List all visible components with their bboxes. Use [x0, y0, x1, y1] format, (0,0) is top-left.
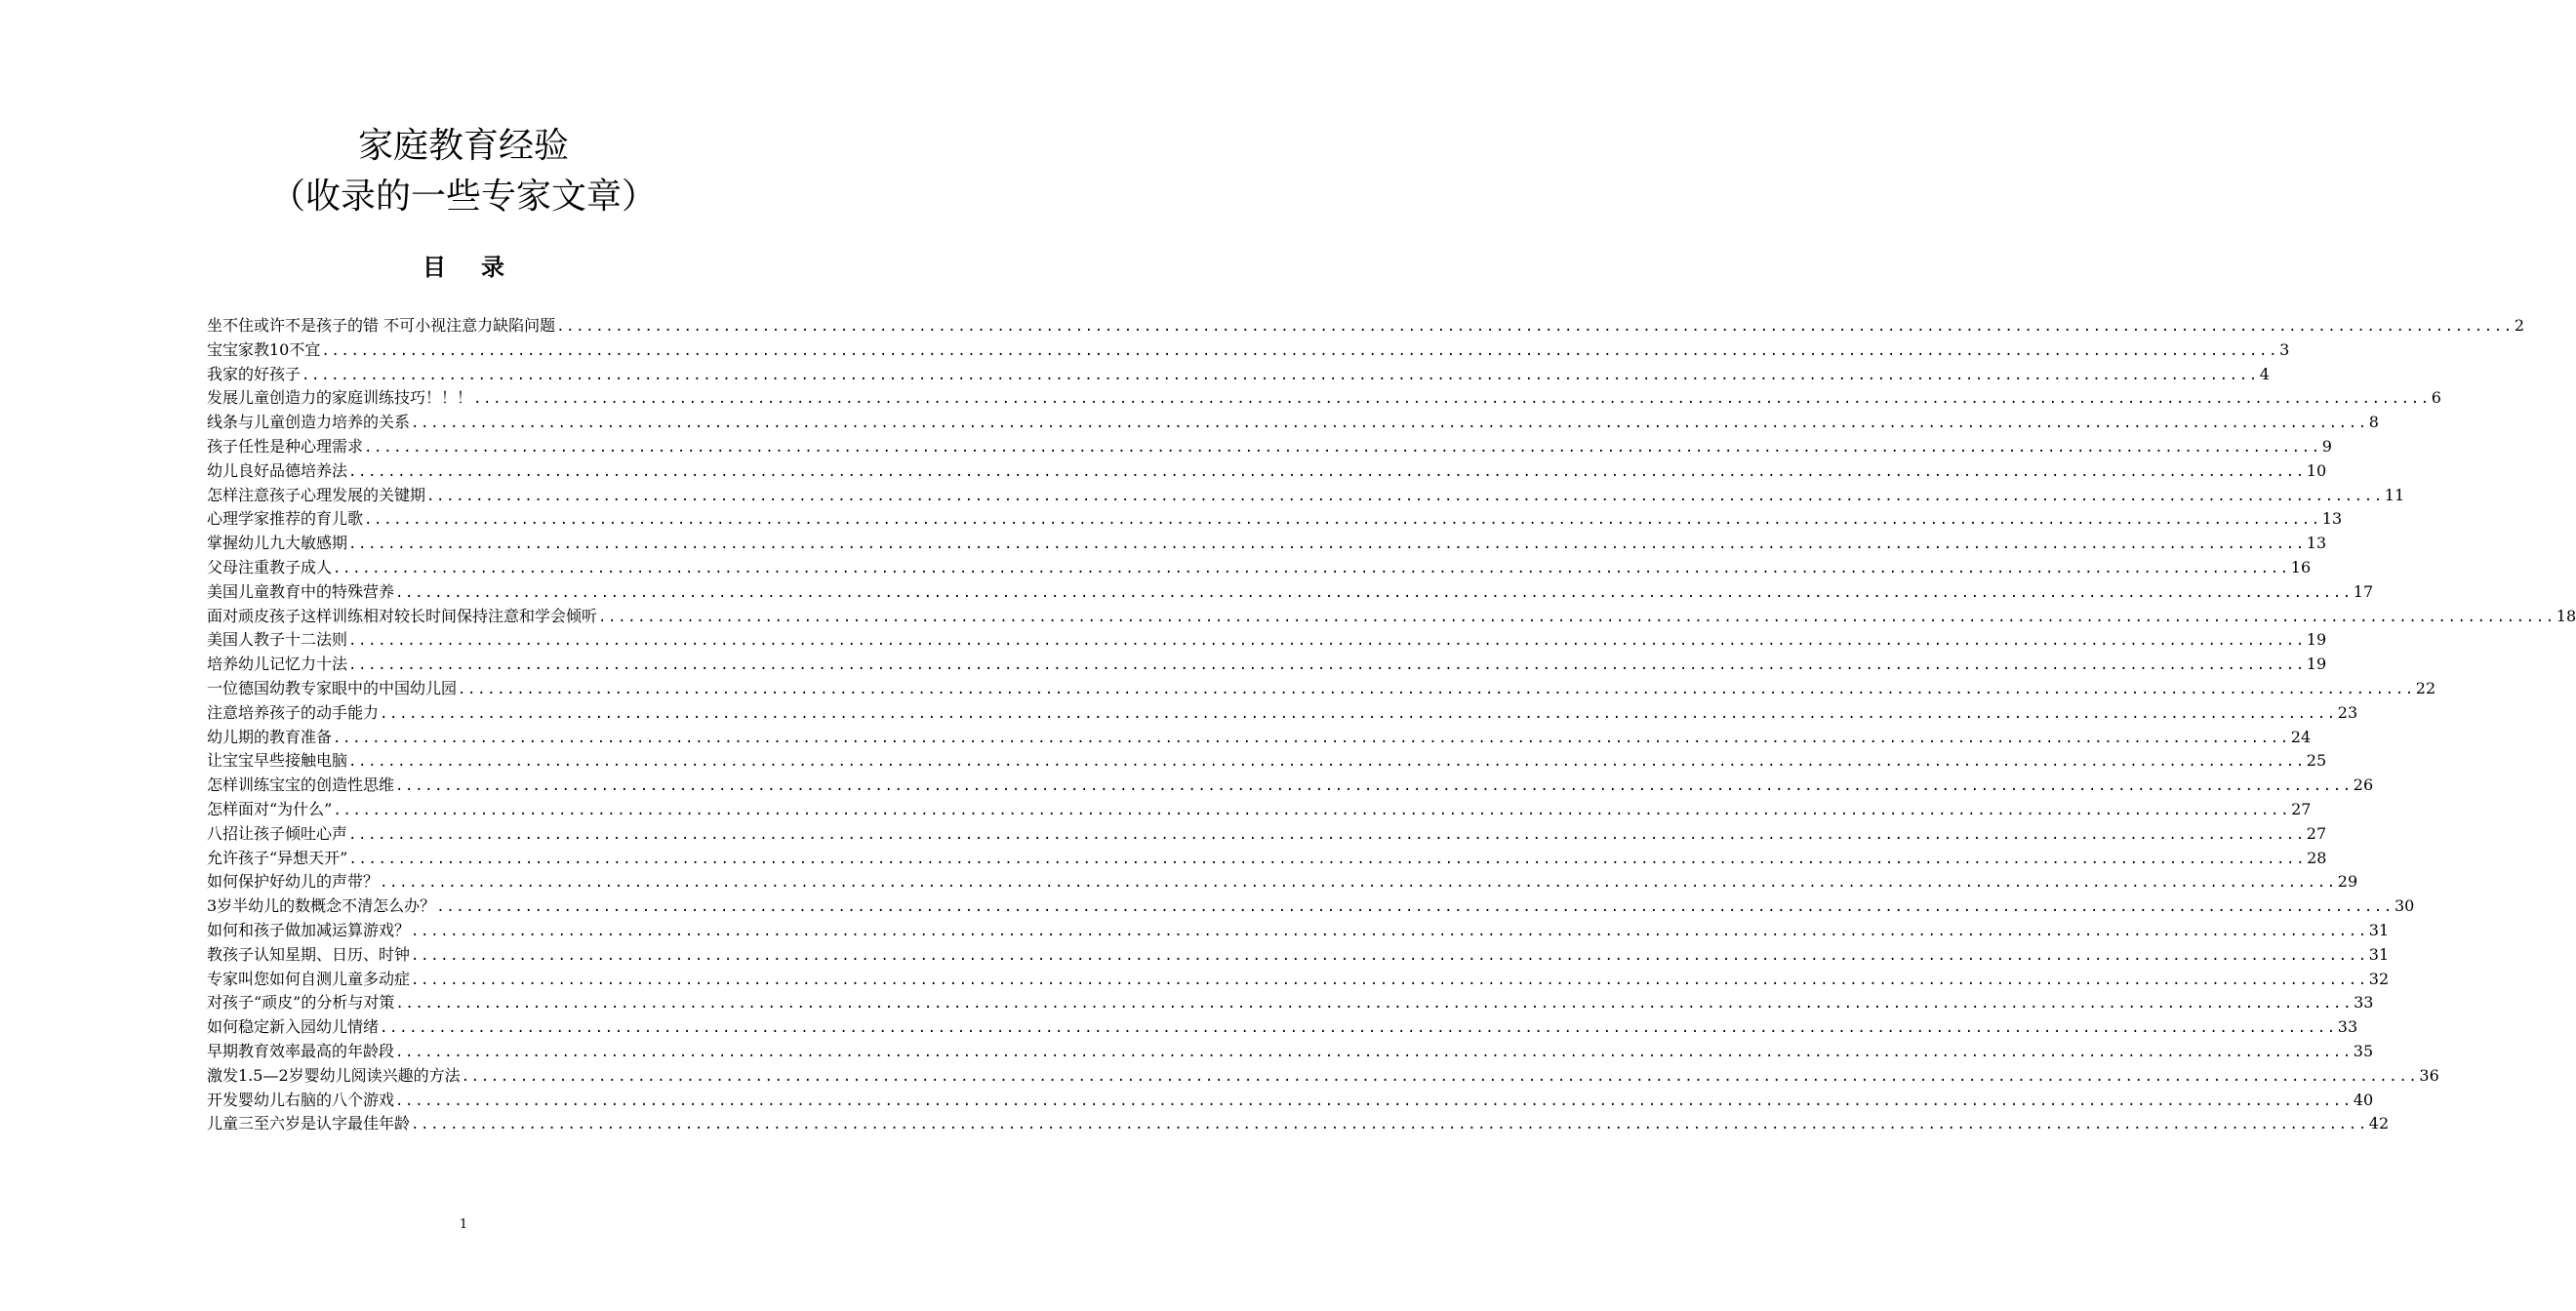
- toc-entry[interactable]: [207, 1040, 2374, 1064]
- toc-leader-dots: ........................................................................................................................................................................................................: [364, 439, 2321, 456]
- toc-entry[interactable]: [207, 1015, 2358, 1040]
- toc-entry[interactable]: [207, 628, 2327, 653]
- toc-entry[interactable]: [207, 1112, 2390, 1136]
- toc-leader-dots: ........................................................................................................................................................................................................: [426, 488, 2384, 504]
- toc-entry-title: 怎样训练宝宝的创造性思维: [207, 775, 395, 795]
- toc-entry-title: 怎样注意孩子心理发展的关键期: [207, 485, 426, 504]
- toc-entry-page: 19: [2306, 630, 2327, 650]
- toc-entry-page: 11: [2384, 485, 2405, 504]
- toc-entry-page: 16: [2290, 557, 2312, 576]
- toc-leader-dots: ........................................................................................................................................................................................................: [395, 584, 2353, 601]
- toc-entry-page: 19: [2306, 655, 2327, 674]
- toc-leader-dots: ........................................................................................................................................................................................................: [411, 416, 2368, 432]
- toc-entry-page: 36: [2419, 1065, 2439, 1085]
- toc-leader-dots: ........................................................................................................................................................................................................: [364, 512, 2321, 529]
- document-title: 家庭教育经验: [357, 126, 569, 166]
- toc-entry-title: 发展儿童创造力的家庭训练技巧！！！: [207, 388, 473, 408]
- toc-entry[interactable]: [207, 363, 2270, 387]
- toc-entry-page: 40: [2353, 1090, 2374, 1109]
- table-of-contents: [207, 314, 2576, 1136]
- toc-leader-dots: ........................................................................................................................................................................................................: [380, 1020, 2337, 1037]
- toc-entry-title: 面对顽皮孩子这样训练相对较长时间保持注意和学会倾听: [207, 606, 598, 625]
- toc-leader-dots: ........................................................................................................................................................................................................: [436, 899, 2394, 916]
- toc-entry-title: 线条与儿童创造力培养的关系: [207, 413, 411, 432]
- toc-entry-title: 激发1.5—2岁婴幼儿阅读兴趣的方法: [207, 1065, 461, 1085]
- toc-entry-title: 儿童三至六岁是认字最佳年龄: [207, 1114, 411, 1133]
- toc-entry-page: 33: [2337, 1017, 2358, 1037]
- toc-entry-title: 美国儿童教育中的特殊营养: [207, 581, 395, 601]
- toc-leader-dots: ........................................................................................................................................................................................................: [348, 463, 2306, 480]
- toc-entry[interactable]: [207, 484, 2405, 508]
- toc-entry-title: 注意培养孩子的动手能力: [207, 702, 380, 722]
- toc-entry[interactable]: [207, 677, 2436, 701]
- toc-entry[interactable]: [207, 968, 2390, 992]
- toc-entry-page: 6: [2431, 388, 2441, 408]
- toc-entry-page: 17: [2353, 581, 2374, 601]
- toc-entry-page: 22: [2415, 678, 2436, 697]
- toc-entry-page: 29: [2337, 872, 2358, 892]
- toc-entry-page: 33: [2354, 993, 2374, 1013]
- toc-entry[interactable]: [207, 338, 2290, 363]
- toc-entry-title: 我家的好孩子: [207, 364, 302, 383]
- toc-leader-dots: ........................................................................................................................................................................................................: [461, 1068, 2419, 1085]
- toc-entry-title: 幼儿期的教育准备: [207, 727, 333, 746]
- toc-entry[interactable]: [207, 653, 2327, 677]
- toc-entry[interactable]: [207, 1064, 2439, 1089]
- toc-entry-page: 35: [2353, 1041, 2374, 1060]
- toc-entry-title: 如何和孩子做加减运算游戏？: [207, 920, 411, 939]
- toc-entry-title: 3岁半幼儿的数概念不清怎么办？: [207, 896, 436, 916]
- toc-entry[interactable]: [207, 435, 2332, 459]
- toc-entry[interactable]: [207, 580, 2374, 605]
- toc-leader-dots: ........................................................................................................................................................................................................: [556, 319, 2514, 335]
- toc-entry[interactable]: [207, 798, 2312, 822]
- toc-heading: 目录: [423, 254, 540, 281]
- toc-leader-dots: ........................................................................................................................................................................................................: [333, 560, 2290, 576]
- toc-entry-title: 开发婴幼儿右脑的八个游戏: [207, 1090, 395, 1109]
- toc-entry[interactable]: [207, 774, 2374, 798]
- toc-entry[interactable]: [207, 919, 2390, 943]
- toc-leader-dots: ........................................................................................................................................................................................................: [380, 705, 2337, 722]
- toc-entry-page: 28: [2307, 848, 2327, 867]
- toc-leader-dots: ........................................................................................................................................................................................................: [348, 657, 2306, 674]
- toc-entry-page: 32: [2368, 969, 2390, 988]
- toc-leader-dots: ........................................................................................................................................................................................................: [598, 609, 2556, 625]
- toc-entry-page: 23: [2337, 702, 2358, 722]
- toc-entry[interactable]: [207, 749, 2327, 774]
- toc-entry-title: 美国人教子十二法则: [207, 630, 348, 650]
- toc-entry-title: 心理学家推荐的育儿歌: [207, 509, 364, 529]
- toc-entry-title: 一位德国幼教专家眼中的中国幼儿园: [207, 678, 458, 697]
- toc-leader-dots: ........................................................................................................................................................................................................: [348, 754, 2306, 771]
- toc-entry[interactable]: [207, 894, 2415, 919]
- toc-leader-dots: ........................................................................................................................................................................................................: [395, 1044, 2353, 1060]
- toc-leader-dots: ........................................................................................................................................................................................................: [411, 972, 2368, 988]
- toc-entry-page: 10: [2306, 460, 2327, 480]
- toc-entry-title: 幼儿良好品德培养法: [207, 460, 348, 480]
- toc-entry[interactable]: [207, 726, 2312, 750]
- toc-entry-page: 30: [2394, 896, 2415, 916]
- toc-leader-dots: ........................................................................................................................................................................................................: [333, 802, 2291, 818]
- document-subtitle: （收录的一些专家文章）: [269, 177, 657, 217]
- toc-entry-page: 27: [2306, 823, 2327, 843]
- toc-entry[interactable]: [207, 701, 2358, 726]
- toc-leader-dots: ........................................................................................................................................................................................................: [348, 536, 2306, 553]
- toc-leader-dots: ........................................................................................................................................................................................................: [395, 996, 2354, 1013]
- toc-leader-dots: ........................................................................................................................................................................................................: [348, 851, 2307, 867]
- toc-entry[interactable]: [207, 991, 2374, 1015]
- toc-entry[interactable]: [207, 943, 2390, 968]
- toc-leader-dots: ........................................................................................................................................................................................................: [302, 367, 2259, 383]
- toc-leader-dots: ........................................................................................................................................................................................................: [458, 681, 2415, 697]
- toc-entry[interactable]: [207, 605, 2576, 629]
- toc-entry-title: 专家叫您如何自测儿童多动症: [207, 969, 411, 988]
- toc-entry[interactable]: [207, 411, 2379, 435]
- toc-entry-title: 怎样面对“为什么”: [207, 799, 333, 818]
- toc-entry[interactable]: [207, 822, 2327, 847]
- toc-entry-title: 允许孩子“异想天开”: [207, 848, 348, 867]
- toc-entry[interactable]: [207, 386, 2441, 411]
- toc-leader-dots: ........................................................................................................................................................................................................: [411, 1117, 2368, 1133]
- toc-entry-page: 31: [2368, 944, 2390, 964]
- toc-entry[interactable]: [207, 1089, 2374, 1113]
- toc-entry-page: 27: [2291, 799, 2312, 818]
- toc-leader-dots: ........................................................................................................................................................................................................: [348, 826, 2306, 843]
- toc-entry-page: 18: [2556, 606, 2576, 625]
- toc-leader-dots: ........................................................................................................................................................................................................: [411, 947, 2368, 964]
- toc-entry-title: 培养幼儿记忆力十法: [207, 655, 348, 674]
- toc-entry-page: 42: [2368, 1114, 2390, 1133]
- toc-entry-page: 8: [2368, 413, 2379, 432]
- toc-leader-dots: ........................................................................................................................................................................................................: [395, 1092, 2353, 1109]
- toc-entry-title: 教孩子认知星期、日历、时钟: [207, 944, 411, 964]
- toc-leader-dots: ........................................................................................................................................................................................................: [333, 730, 2290, 746]
- toc-entry-title: 如何稳定新入园幼儿情绪: [207, 1017, 380, 1037]
- toc-leader-dots: ........................................................................................................................................................................................................: [380, 875, 2337, 892]
- toc-entry-title: 父母注重教子成人: [207, 557, 333, 576]
- toc-leader-dots: ........................................................................................................................................................................................................: [348, 633, 2306, 650]
- toc-entry[interactable]: [207, 556, 2312, 580]
- toc-entry[interactable]: [207, 847, 2327, 871]
- toc-entry-title: 早期教育效率最高的年龄段: [207, 1041, 395, 1060]
- toc-entry-title: 孩子任性是种心理需求: [207, 436, 364, 456]
- toc-entry-page: 13: [2321, 509, 2343, 529]
- toc-entry-page: 9: [2321, 436, 2332, 456]
- toc-entry-title: 掌握幼儿九大敏感期: [207, 534, 348, 553]
- toc-entry-page: 3: [2279, 339, 2290, 359]
- toc-entry-title: 对孩子“顽皮”的分析与对策: [207, 993, 395, 1013]
- toc-entry[interactable]: [207, 870, 2358, 894]
- toc-leader-dots: ........................................................................................................................................................................................................: [395, 778, 2353, 795]
- toc-entry-title: 让宝宝早些接触电脑: [207, 751, 348, 771]
- toc-entry-page: 26: [2353, 775, 2374, 795]
- toc-entry-page: 31: [2368, 920, 2390, 939]
- toc-entry[interactable]: [207, 314, 2525, 338]
- toc-entry[interactable]: [207, 532, 2327, 556]
- toc-entry-title: 坐不住或许不是孩子的错 不可小视注意力缺陷问题: [207, 316, 556, 335]
- toc-leader-dots: ........................................................................................................................................................................................................: [411, 923, 2368, 939]
- page-number: 1: [459, 1217, 468, 1232]
- toc-entry-page: 2: [2514, 316, 2525, 335]
- toc-entry-page: 24: [2290, 727, 2312, 746]
- toc-leader-dots: ........................................................................................................................................................................................................: [473, 391, 2431, 408]
- toc-entry-page: 4: [2259, 364, 2270, 383]
- toc-entry-title: 宝宝家教10不宜: [207, 339, 321, 359]
- toc-entry-page: 25: [2306, 751, 2327, 771]
- toc-entry[interactable]: [207, 507, 2343, 532]
- toc-entry-title: 八招让孩子倾吐心声: [207, 823, 348, 843]
- toc-leader-dots: ........................................................................................................................................................................................................: [321, 342, 2279, 359]
- toc-entry-title: 如何保护好幼儿的声带？: [207, 872, 380, 892]
- toc-entry-page: 13: [2306, 534, 2327, 553]
- toc-entry[interactable]: [207, 459, 2327, 484]
